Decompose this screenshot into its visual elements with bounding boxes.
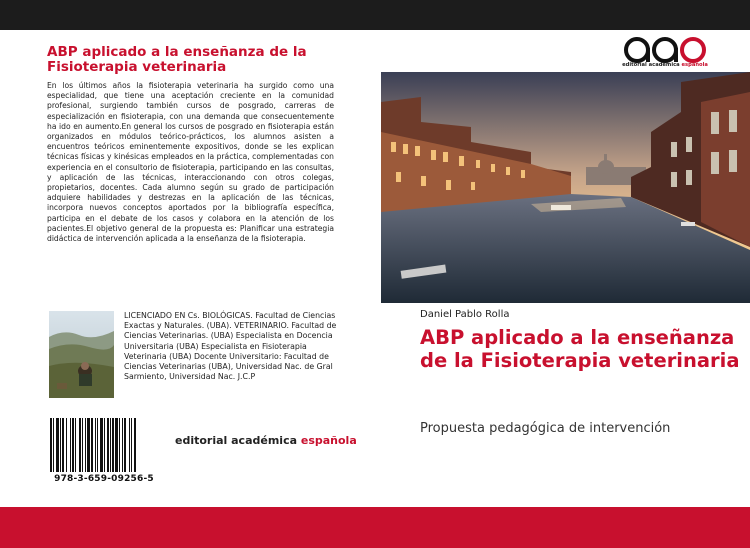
front-author-name: Daniel Pablo Rolla [420,309,510,320]
barcode-bar [87,418,90,472]
barcode-bar [82,418,83,472]
logo-caption-main: editorial académica [622,62,682,68]
top-bar [0,0,750,30]
barcode-bar [115,418,118,472]
barcode-bar [50,418,52,472]
barcode-bar [56,418,59,472]
barcode [50,418,158,472]
publisher-name-accent: española [300,434,357,447]
barcode-bar [112,418,114,472]
barcode-bar [97,418,98,472]
barcode-bar [122,418,123,472]
front-cover-title: ABP aplicado a la enseñanza de la Fisioterapia veterinaria [420,326,740,372]
back-cover-title: ABP aplicado a la enseñanza de la Fisioterapia veterinaria [47,44,307,75]
publisher-name [175,434,357,447]
barcode-bar [104,418,105,472]
barcode-bar [53,418,54,472]
barcode-bar [110,418,111,472]
logo-caption-accent: española [681,62,708,68]
logo-caption [613,62,717,68]
barcode-bar [72,418,74,472]
barcode-bar [119,418,120,472]
author-photo [49,311,114,398]
barcode-bar [85,418,86,472]
barcode-bar [131,418,132,472]
author-bio: LICENCIADO EN Cs. BIOLÓGICAS. Facultad de Ciencias Exactas y Naturales. (UBA). VETERINARIO. Facultad de Ciencias Veterinarias. (UBA) Especialista en Docencia Universitaria (UBA) Especialista en Fisioterapia Veterinaria (UBA) Docente Universitario: Facultad de Ciencias Veterinarias (UBA), Universidad Nac. de Gral Sarmiento, Universidad Nac. J.C.P [124,311,337,382]
cover-photo-venice [381,72,750,303]
barcode-bar [79,418,81,472]
barcode-bar [60,418,61,472]
barcode-bar [75,418,76,472]
barcode-bar [95,418,96,472]
barcode-bar [129,418,130,472]
publisher-name-main: editorial académica [175,434,301,447]
barcode-bar [66,418,67,472]
barcode-bar [91,418,93,472]
isbn-number: 978-3-659-09256-5 [54,474,154,484]
barcode-bar [100,418,103,472]
bottom-bar [0,507,750,548]
barcode-bar [124,418,126,472]
front-cover-subtitle: Propuesta pedagógica de intervención [420,421,671,436]
barcode-bar [107,418,109,472]
barcode-bar [62,418,64,472]
barcode-bar [134,418,136,472]
barcode-bar [70,418,71,472]
back-cover-blurb: En los últimos años la fisioterapia veterinaria ha surgido como una especialidad, que tiene una aceptación creciente en la comunidad profesional, surgiendo también cursos de posgrado, carreras de especialización en fisioterapia, con una demanda que consecuentemente ha ido en aumento.En general los cursos de posgrado en fisioterapia están organizados en módulos teórico-prácticos, los alumnos asisten a encuentros teóricos eminentemente expositivos, donde se les explican técnicas físicas y kinésicas empleados en la práctica, complementadas con experiencia en el consultorio de fisioterapia, participando en las consultas, y aplicación de las técnicas, interaccionando con otros colegas, propietarios, docentes. Cada alumno según su grado de participación adquiere habilidades y destrezas en la aplicación de las técnicas, incorpora nuevos conceptos aportados por la bibliografía específica, participa en el debate de los casos y colabora en la atención de los pacientes.El objetivo general de la propuesta es: Planificar una estrategia didáctica de intervención aplicada a la enseñanza de la fisioterapia. [47,81,334,244]
